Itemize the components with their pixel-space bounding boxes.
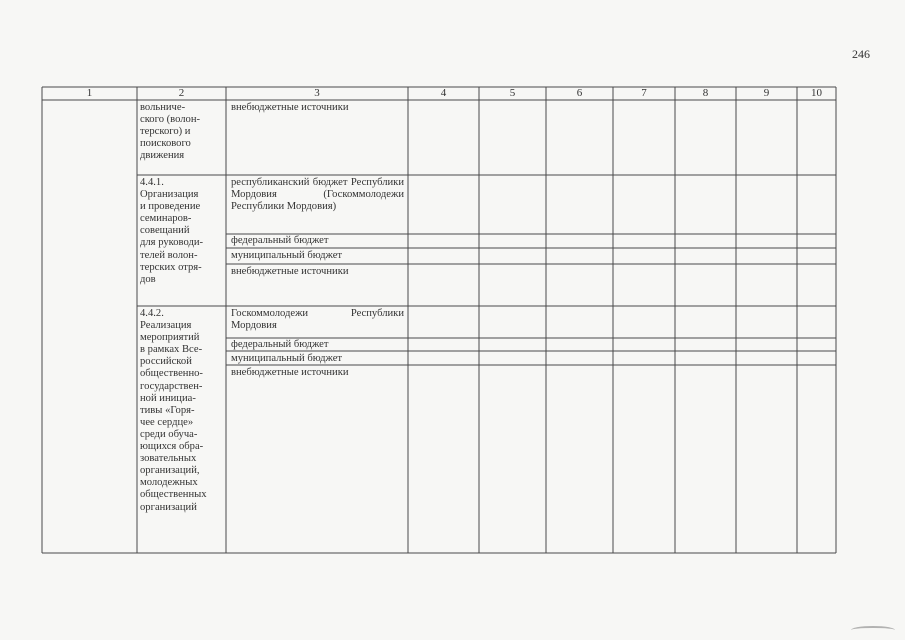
- header-cell-9: 9: [763, 87, 770, 99]
- source-offbudget: внебюджетные источники: [231, 266, 349, 277]
- source-goskommolodezhi: Госкоммолодежи Республики Мордовия: [231, 308, 404, 332]
- source-republic-budget: республиканский бюджет Республики Мордовия (Госкоммолодежи Республики Мордовия): [231, 177, 404, 213]
- source-municipal-budget: муниципальный бюджет: [231, 353, 343, 364]
- header-cell-4: 4: [440, 87, 447, 99]
- source-federal-budget: федеральный бюджет: [231, 235, 329, 246]
- source-federal-budget: федеральный бюджет: [231, 339, 329, 350]
- activity-cell-4-4-1: 4.4.1. Организация и проведение семинаров- совещаний для руководи- телей волон- терских отря- дов: [140, 177, 204, 285]
- scan-mark: [851, 626, 895, 634]
- header-cell-7: 7: [641, 87, 647, 99]
- activity-cell-continued: вольничe- ского (волон- терского) и поискового движения: [140, 102, 201, 162]
- source-offbudget: внебюджетные источники: [231, 102, 349, 113]
- header-cell-3: 3: [314, 87, 320, 99]
- header-cell-2: 2: [178, 87, 185, 99]
- activity-cell-4-4-2: 4.4.2. Реализация мероприятий в рамках Все- российской общественно- государствен- ной инициа- тивы «Горя- чее сердце» среди обуча- ющихся обра- зовательных организаций, молодежных общественных организаций: [140, 308, 207, 513]
- header-cell-8: 8: [702, 87, 709, 99]
- header-cell-6: 6: [576, 87, 583, 99]
- header-cell-5: 5: [509, 87, 516, 99]
- source-offbudget: внебюджетные источники: [231, 367, 349, 378]
- header-cell-10: 10: [811, 87, 822, 99]
- source-municipal-budget: муниципальный бюджет: [231, 250, 343, 261]
- page-number: 246: [852, 47, 870, 61]
- header-cell-1: 1: [86, 87, 93, 99]
